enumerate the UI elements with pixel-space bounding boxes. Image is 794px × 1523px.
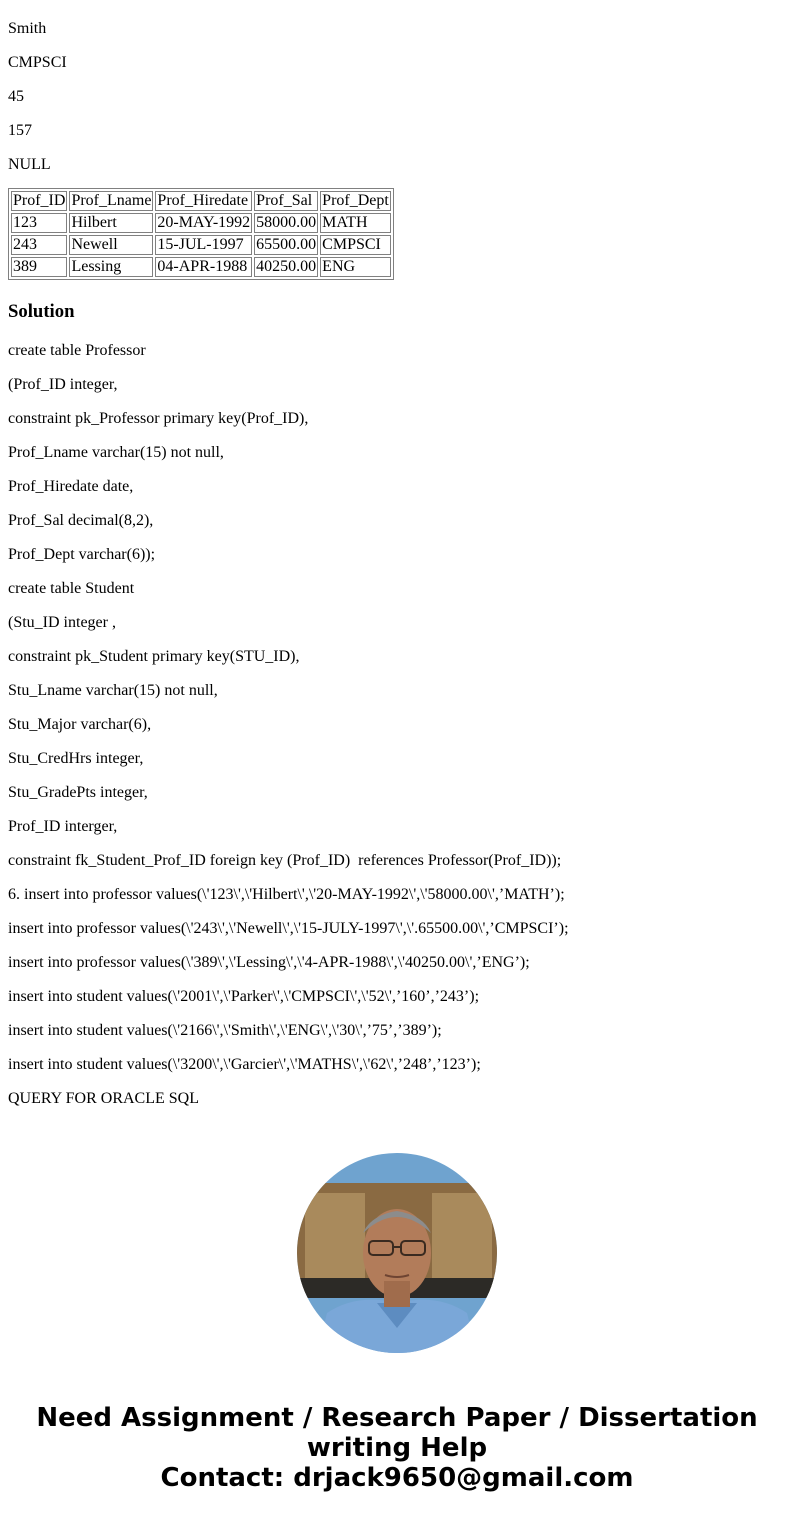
banner-contact-line: Contact: drjack9650@gmail.com [160,1463,634,1493]
code-line: constraint pk_Professor primary key(Prof_ID), [8,410,309,427]
code-line: Prof_Hiredate date, [8,478,134,495]
table-header-cell: Prof_Sal [254,191,318,211]
code-line: Stu_Major varchar(6), [8,716,152,733]
table-cell: 123 [11,213,67,233]
table-cell: CMPSCI [320,235,391,255]
table-header-cell: Prof_Lname [71,192,152,209]
code-line: insert into professor values(\'389\',\'Lessing\',\'4-APR-1988\',\'40250.00\',’ENG’); [8,954,530,971]
code-line: Prof_Sal decimal(8,2), [8,512,154,529]
code-line: insert into student values(\'2166\',\'Smith\',\'ENG\',\'30\',’75’,’389’); [8,1022,442,1039]
table-cell: 65500.00 [256,236,317,253]
value-line: CMPSCI [8,54,67,71]
code-line: insert into student values(\'3200\',\'Garcier\',\'MATHS\',\'62\',’248’,’123’); [8,1056,481,1073]
value-line: 157 [8,122,32,139]
banner-line-1: Need Assignment / Research Paper / Dissertation [36,1403,758,1433]
value-line: NULL [8,156,51,173]
table-cell: 243 [11,235,67,255]
code-line: constraint fk_Student_Prof_ID foreign key (Prof_ID) references Professor(Prof_ID)); [8,852,562,869]
table-header-cell: Prof_Hiredate [155,191,252,211]
code-line: Prof_Lname varchar(15) not null, [8,444,224,461]
solution-code [8,332,786,1114]
help-banner [0,1403,794,1493]
value-line: Smith [8,20,47,37]
table-cell: 389 [11,257,67,277]
code-line: create table Student [8,580,135,597]
table-row [11,235,391,255]
code-line: Stu_CredHrs integer, [8,750,144,767]
code-line: QUERY FOR ORACLE SQL [8,1090,199,1107]
table-cell: Lessing [69,257,153,277]
table-cell: ENG [320,257,391,277]
table-cell: 15-JUL-1997 [155,235,252,255]
code-line: constraint pk_Student primary key(STU_ID), [8,648,300,665]
code-line: create table Professor [8,342,146,359]
avatar [297,1153,497,1353]
table-header-cell: Prof_Dept [322,192,389,209]
code-line: Stu_GradePts integer, [8,784,148,801]
code-line: 6. insert into professor values(\'123\',\'Hilbert\',\'20-MAY-1992\',\'58000.00\',’MATH’); [8,886,565,903]
table-cell: 40250.00 [256,258,317,275]
table-header-cell: Prof_ID [13,192,66,209]
professor-table [8,188,394,280]
table-row [11,213,391,233]
table-row [11,257,391,277]
solution-heading: Solution [8,301,75,322]
table-cell: 20-MAY-1992 [157,214,251,231]
table-cell: 58000.00 [256,214,317,231]
table-cell: 04-APR-1988 [155,257,252,277]
table-cell: MATH [320,213,391,233]
table-cell: Newell [69,235,153,255]
code-line: (Stu_ID integer , [8,614,116,631]
code-line: Stu_Lname varchar(15) not null, [8,682,218,699]
code-line: Prof_ID interger, [8,818,118,835]
banner-line-2: writing Help [306,1433,488,1463]
code-line: (Prof_ID integer, [8,376,118,393]
code-line: Prof_Dept varchar(6)); [8,546,156,563]
code-line: insert into professor values(\'243\',\'Newell\',\'15-JULY-1997\',\'.65500.00\',’CMPSCI’); [8,920,569,937]
value-line: 45 [8,88,24,105]
table-cell: Hilbert [69,213,153,233]
avatar-portrait-image [297,1153,497,1353]
table-header-row [11,191,391,211]
code-line: insert into student values(\'2001\',\'Parker\',\'CMPSCI\',\'52\',’160’,’243’); [8,988,480,1005]
